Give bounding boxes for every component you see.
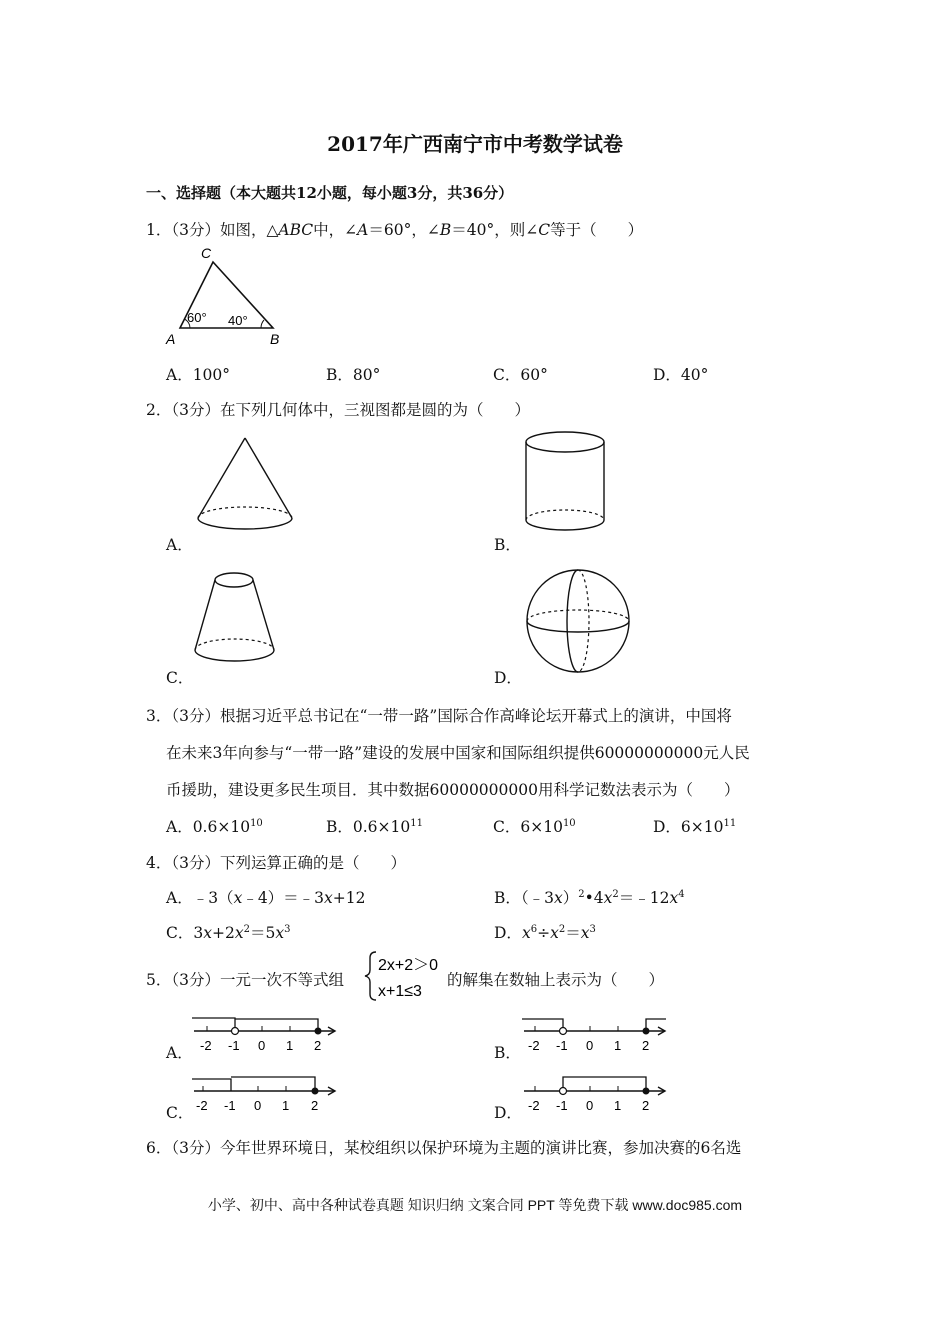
svg-text:-2: -2 (200, 1038, 212, 1053)
question-4: 4．（3分）下列运算正确的是（ ） (146, 854, 406, 872)
number-line-a (190, 1010, 342, 1054)
question-number: 4． (146, 854, 172, 872)
vertex-label-b: B (270, 331, 280, 347)
question-6: 6．（3分）今年世界环境日，某校组织以保护环境为主题的演讲比赛，参加决赛的6名选 (146, 1139, 742, 1157)
svg-text:-1: -1 (224, 1098, 236, 1113)
q5-option-d[interactable]: D． (494, 1104, 522, 1122)
svg-text:0: 0 (586, 1098, 594, 1113)
cone-figure (190, 432, 300, 544)
q5-option-c[interactable]: C． (166, 1104, 194, 1122)
svg-text:0: 0 (258, 1038, 266, 1053)
svg-text:-1: -1 (556, 1038, 568, 1053)
page-footer: 小学、初中、高中各种试卷真题 知识归纳 文案合同 PPT 等免费下载 www.doc985.com (207, 1197, 743, 1213)
inequality-1: 2x+2＞0 (378, 957, 439, 974)
q3-option-b[interactable]: B．$0.6\times 10^{11}$ (326, 817, 423, 836)
svg-text:1: 1 (614, 1038, 622, 1053)
svg-text:2: 2 (642, 1038, 650, 1053)
question-number: 6． (146, 1139, 172, 1157)
svg-text:-2: -2 (528, 1038, 540, 1053)
q3-option-a[interactable]: A．$0.6\times 10^{10}$ (166, 817, 263, 836)
cylinder-figure (520, 428, 615, 546)
question-5-start: 5．（3分）一元一次不等式组 (146, 971, 344, 989)
number-line-b (520, 1010, 672, 1054)
svg-text:2: 2 (314, 1038, 322, 1053)
question-number: 1． (146, 221, 172, 239)
question-5-end: 的解集在数轴上表示为（ ） (447, 971, 665, 989)
q5-option-b[interactable]: B． (494, 1044, 521, 1062)
q1-option-b[interactable]: B．80° (326, 366, 381, 384)
svg-text:2: 2 (642, 1098, 650, 1113)
sphere-figure (522, 568, 636, 676)
q2-option-c[interactable]: C． (166, 669, 194, 687)
question-2: 2．（3分）在下列几何体中，三视图都是圆的为（ ） (146, 401, 530, 419)
question-number: 3． (146, 707, 172, 725)
q3-option-d[interactable]: D．$6\times 10^{11}$ (653, 817, 737, 836)
page-title: 2017年广西南宁市中考数学试卷 (327, 132, 623, 156)
q1-option-a[interactable]: A．100° (166, 366, 231, 384)
q4-option-d[interactable]: D．$x^6\div x^2=x^3$ (494, 923, 596, 942)
svg-text:2: 2 (311, 1098, 319, 1113)
question-3: 3．（3分）根据习近平总书记在“一带一路”国际合作高峰论坛开幕式上的演讲，中国将 (146, 707, 732, 725)
vertex-label-c: C (201, 245, 212, 261)
svg-text:0: 0 (254, 1098, 262, 1113)
vertex-label-a: A (166, 331, 176, 347)
angle-arc-b (261, 320, 264, 328)
svg-text:-1: -1 (228, 1038, 240, 1053)
svg-text:1: 1 (614, 1098, 622, 1113)
svg-text:-2: -2 (528, 1098, 540, 1113)
q1-option-c[interactable]: C．60° (493, 366, 548, 384)
question-3-line-2: 在未来3年向参与“一带一路”建设的发展中国家和国际组织提供60000000000元人民 (166, 744, 750, 762)
question-number: 2． (146, 401, 172, 419)
svg-text:1: 1 (286, 1038, 294, 1053)
q4-option-a[interactable]: A．﹣3（x﹣4）＝﹣3x+12 (166, 889, 366, 907)
question-number: 5． (146, 971, 172, 989)
q4-option-b[interactable]: B．$(﹣3x)^2•4x^2=﹣12x^4$ (494, 888, 685, 907)
svg-text:0: 0 (586, 1038, 594, 1053)
frustum-figure (187, 568, 287, 674)
svg-text:-2: -2 (196, 1098, 208, 1113)
inequality-system (364, 950, 448, 1002)
q4-option-c[interactable]: C．$3x+2x^2=5x^3$ (166, 923, 291, 942)
q2-option-d[interactable]: D． (494, 669, 522, 687)
inequality-2: x+1≤3 (378, 983, 422, 1000)
q3-option-c[interactable]: C．$6\times 10^{10}$ (493, 817, 576, 836)
number-line-d (520, 1070, 672, 1114)
number-line-c (190, 1070, 342, 1114)
q2-option-a[interactable]: A． (166, 536, 193, 554)
q2-option-b[interactable]: B． (494, 536, 521, 554)
q1-option-d[interactable]: D．40° (653, 366, 709, 384)
svg-text:1: 1 (282, 1098, 290, 1113)
angle-label-a: 60° (187, 310, 207, 325)
triangle-figure (160, 244, 290, 348)
q5-option-a[interactable]: A． (166, 1044, 193, 1062)
question-1: 1．（3分）如图，△ABC中，∠A＝60°，∠B＝40°，则∠C等于（ ） (146, 221, 644, 239)
section-heading: 一、选择题（本大题共12小题，每小题3分，共36分） (146, 184, 514, 202)
angle-label-b: 40° (228, 313, 248, 328)
svg-text:-1: -1 (556, 1098, 568, 1113)
question-3-line-3: 币援助，建设更多民生项目．其中数据60000000000用科学记数法表示为（ ） (166, 781, 740, 799)
